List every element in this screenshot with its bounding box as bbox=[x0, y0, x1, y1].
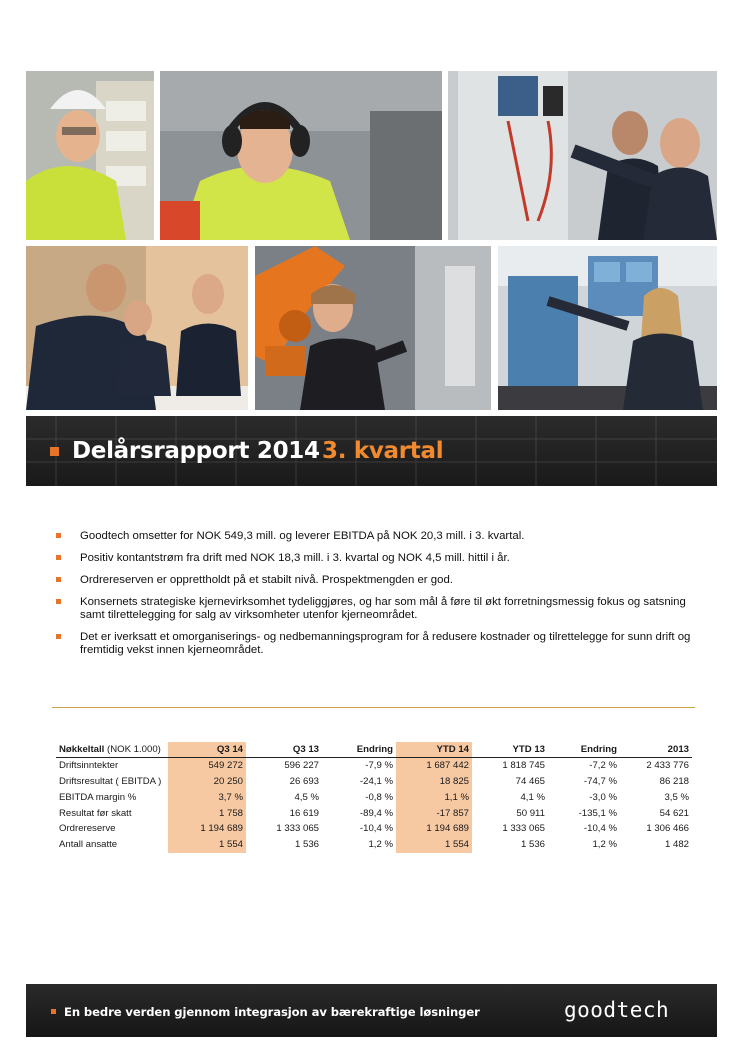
footer-accent-square bbox=[51, 1009, 56, 1014]
table-cell: -7,9 % bbox=[365, 760, 393, 772]
table-cell: 4,1 % bbox=[520, 791, 545, 803]
table-cell: -10,4 % bbox=[583, 823, 617, 835]
banner-accent-square bbox=[50, 447, 59, 456]
col-header: Endring bbox=[548, 742, 620, 758]
highlight-item: Ordrereserven er opprettholdt på et stabilt nivå. Prospektmengden er god. bbox=[56, 574, 706, 587]
table-cell: 1 194 689 bbox=[168, 821, 246, 837]
table-cell: 86 218 bbox=[659, 775, 689, 787]
table-cell: 1 194 689 bbox=[396, 821, 472, 837]
photo-worker-earmuffs bbox=[160, 71, 442, 240]
table-cell: 50 911 bbox=[516, 807, 545, 819]
col-header: YTD 14 bbox=[396, 742, 472, 758]
footer-bar bbox=[26, 984, 717, 1037]
table-cell: 3,5 % bbox=[664, 791, 689, 803]
table-cell: -17 857 bbox=[396, 805, 472, 821]
table-cell: 1 482 bbox=[664, 839, 689, 851]
table-cell: 2 433 776 bbox=[646, 760, 689, 772]
report-title: Delårsrapport 2014 bbox=[72, 438, 320, 464]
table-row bbox=[56, 805, 692, 821]
table-cell: 1,2 % bbox=[592, 839, 617, 851]
table-row bbox=[56, 789, 692, 805]
table-cell: -3,0 % bbox=[589, 791, 617, 803]
table-row bbox=[56, 758, 692, 774]
table-cell: 18 825 bbox=[396, 774, 472, 790]
highlight-item: Konsernets strategiske kjernevirksomhet tydeliggjøres, og har som mål å føre til økt forretningsmessig fokus og satsning samt tilrettelegging for salg av virksomheter utenfor kjerneområdet. bbox=[56, 596, 706, 622]
bullet-square-icon bbox=[56, 634, 61, 639]
row-label: Driftsresultat ( EBITDA ) bbox=[59, 775, 162, 787]
highlight-item: Goodtech omsetter for NOK 549,3 mill. og leverer EBITDA på NOK 20,3 mill. i 3. kvartal. bbox=[56, 530, 706, 543]
bullet-square-icon bbox=[56, 577, 61, 582]
row-label: Resultat før skatt bbox=[59, 807, 132, 819]
photo-team-meeting bbox=[26, 246, 248, 410]
table-cell: 1 306 466 bbox=[646, 823, 689, 835]
table-cell: 596 227 bbox=[284, 760, 319, 772]
table-header-label: Nøkkeltall (NOK 1.000) bbox=[56, 742, 168, 758]
col-header: YTD 13 bbox=[472, 742, 548, 758]
bullet-square-icon bbox=[56, 555, 61, 560]
col-header: Q3 14 bbox=[168, 742, 246, 758]
highlight-item: Det er iverksatt et omorganiserings- og nedbemanningsprogram for å redusere kostnader og tilrettelegge for sunn drift og fremtidig vekst innen kjerneområdet. bbox=[56, 631, 706, 657]
table-cell: -74,7 % bbox=[583, 775, 617, 787]
table-cell: 1 333 065 bbox=[502, 823, 545, 835]
table-body bbox=[56, 758, 692, 853]
photo-robot-engineer bbox=[255, 246, 491, 410]
highlight-item: Positiv kontantstrøm fra drift med NOK 18,3 mill. i 3. kvartal og NOK 4,5 mill. hittil i år. bbox=[56, 552, 706, 565]
row-label: Ordrereserve bbox=[59, 823, 116, 835]
table-cell: -7,2 % bbox=[589, 760, 617, 772]
footer-tagline: En bedre verden gjennom integrasjon av bærekraftige løsninger bbox=[64, 1005, 480, 1019]
col-header: 2013 bbox=[620, 742, 692, 758]
bullet-square-icon bbox=[56, 599, 61, 604]
table-cell: 4,5 % bbox=[294, 791, 319, 803]
photo-worker-helmet bbox=[26, 71, 154, 240]
table-row bbox=[56, 837, 692, 853]
table-row bbox=[56, 774, 692, 790]
bullet-square-icon bbox=[56, 533, 61, 538]
col-header: Q3 13 bbox=[246, 742, 322, 758]
table-cell: 20 250 bbox=[168, 774, 246, 790]
table-cell: 3,7 % bbox=[168, 789, 246, 805]
key-figures-table bbox=[56, 742, 692, 853]
table-row bbox=[56, 821, 692, 837]
report-subtitle: 3. kvartal bbox=[322, 438, 444, 464]
table-cell: 74 465 bbox=[515, 775, 545, 787]
table-cell: 1 333 065 bbox=[276, 823, 319, 835]
row-label: Antall ansatte bbox=[59, 839, 118, 851]
section-divider bbox=[52, 707, 695, 708]
table-cell: 1,1 % bbox=[396, 789, 472, 805]
photo-control-room bbox=[498, 246, 717, 410]
table-cell: 1,2 % bbox=[368, 839, 393, 851]
goodtech-logo: goodtech bbox=[564, 998, 670, 1022]
row-label: Driftsinntekter bbox=[59, 760, 119, 772]
table-cell: 1 536 bbox=[520, 839, 545, 851]
table-header-row bbox=[56, 742, 692, 758]
col-header: Endring bbox=[322, 742, 396, 758]
table-cell: 26 693 bbox=[289, 775, 319, 787]
table-cell: 1 536 bbox=[294, 839, 319, 851]
table-cell: -0,8 % bbox=[365, 791, 393, 803]
highlights-list bbox=[56, 530, 706, 666]
table-cell: 1 687 442 bbox=[396, 758, 472, 774]
table-cell: -10,4 % bbox=[359, 823, 393, 835]
row-label: EBITDA margin % bbox=[59, 791, 137, 803]
table-cell: 16 619 bbox=[289, 807, 319, 819]
table-cell: -89,4 % bbox=[359, 807, 393, 819]
table-cell: 1 554 bbox=[396, 837, 472, 853]
report-banner bbox=[26, 416, 717, 486]
table-cell: 1 758 bbox=[168, 805, 246, 821]
table-cell: 54 621 bbox=[659, 807, 689, 819]
table-cell: 1 818 745 bbox=[502, 760, 545, 772]
table-cell: 549 272 bbox=[168, 758, 246, 774]
table-cell: -135,1 % bbox=[578, 807, 617, 819]
photo-engineers-panel bbox=[448, 71, 717, 240]
table-cell: -24,1 % bbox=[359, 775, 393, 787]
table-cell: 1 554 bbox=[168, 837, 246, 853]
